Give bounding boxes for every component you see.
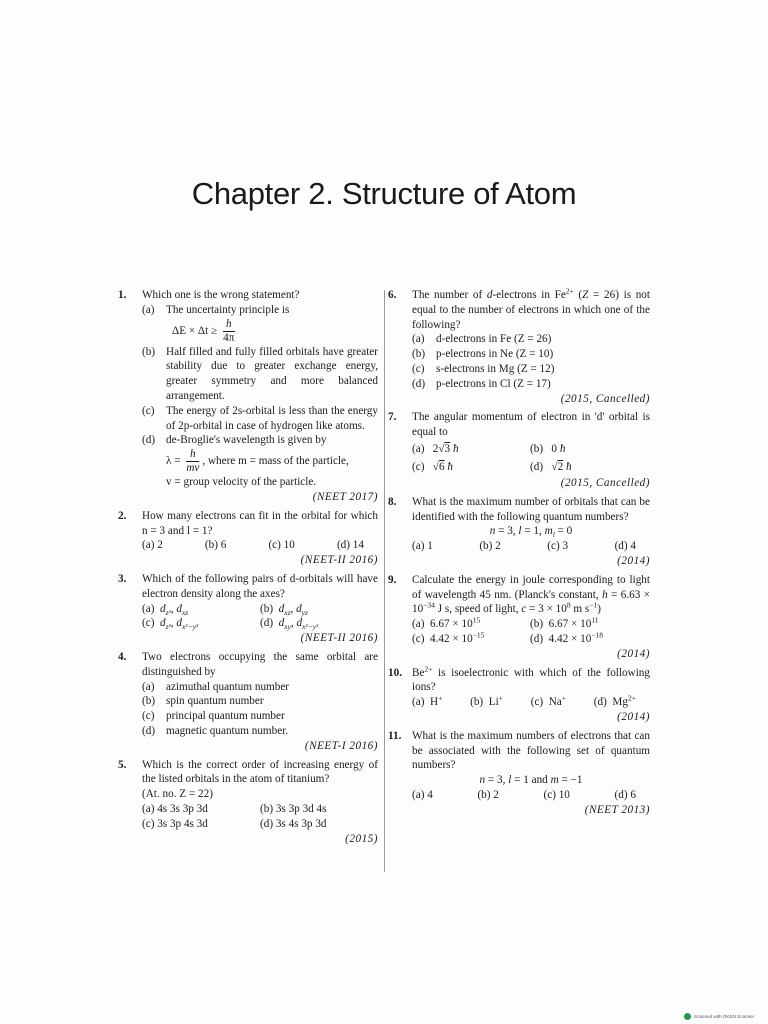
question-5: 5. Which is the correct order of increasing energy of the listed orbitals in the atom of titanium? (At. no. Z = 22) (a) 4s 3s 3p 3d (b) 3s 3p 3d 4s (c) 3s 3p 4s 3d (d) 3s 4s 3p 3d (2015) [118, 758, 378, 845]
question-stem: The number of d-electrons in $Fe^{2+}$ (Z = 26) is not equal to the number of electrons in which one of the following? [412, 286, 651, 331]
question-2: 2. How many electrons can fit in the orbital for which n = 3 and l = 1? (a) 2 (b) 6 (c) 10 (d) 14 (NEET-II 2016) [118, 509, 378, 567]
options-grid: (a) 4s 3s 3p 3d (b) 3s 3p 3d 4s (c) 3s 3p 4s 3d (d) 3s 4s 3p 3d [142, 802, 327, 830]
question-8: 8. What is the maximum number of orbitals that can be identified with the following quantum numbers? n = 3, l = 1, $m_l = 0$ (a) 1 (b) 2 (c) 3 (d) 4 (2014) [388, 495, 650, 567]
question-stem: What is the maximum numbers of electrons that can be associated with the following set of quantum numbers? [412, 729, 650, 772]
option-d: (d) de-Broglie's wavelength is given by λ = $\frac{h}{mv}$ , where m = mass of the particle, v = group velocity of the particle. [142, 433, 378, 490]
question-3: 3. Which of the following pairs of d-orbitals will have electron density along the axes? (a) $d_{z^2}$, $d_{xz}$ (b) $d_{xz}$, $d_{yz}$ (c) $d_{z^2}$, $d_{x^2-y^2}$ (d) $d_{xy}$, $d_{x^2-y^2}$ (NEET-II 2016) [118, 572, 378, 645]
question-stem: Which of the following pairs of d-orbitals will have electron density along the axes? [142, 572, 378, 600]
options-grid: (a) $6.67 \times 10^{15}$ (b) $6.67 \times 10^{11}$ (c) $4.42 \times 10^{-15}$ (d) $4.42 \times 10^{-18}$ [412, 615, 604, 645]
question-11: 11. What is the maximum numbers of electrons that can be associated with the following set of quantum numbers? n = 3, l = 1 and m = −1 (a) 4 (b) 2 (c) 10 (d) 6 (NEET 2013) [388, 729, 650, 816]
options-grid: (a) $d_{z^2}$, $d_{xz}$ (b) $d_{xz}$, $d_{yz}$ (c) $d_{z^2}$, $d_{x^2-y^2}$ (d) $d_{xy}$, $d_{x^2-y^2}$ [142, 602, 319, 632]
options-row: (a) 1 (b) 2 (c) 3 (d) 4 [412, 540, 636, 553]
chapter-title: Chapter 2. Structure of Atom [191, 176, 577, 211]
question-stem: What is the maximum number of orbitals that can be identified with the following quantum numbers? [412, 495, 650, 523]
scanner-watermark: Scanned with OKEN Scanner [684, 1013, 754, 1020]
question-stem: Two electrons occupying the same orbital are distinguished by [142, 650, 378, 678]
options-row: (a) H+ (b) Li+ (c) Na+ (d) $Mg^{2+}$ [412, 693, 636, 709]
question-6: 6. The number of d-electrons in $Fe^{2+}$ (Z = 26) is not equal to the number of electrons in which one of the following? (a) d-electrons in Fe (Z = 26) (b) p-electrons in Ne (Z = 10) (c) s-electrons in Mg (Z = 12) (d) p-electrons in Cl (Z = 17) (2015, Cancelled) [388, 286, 651, 405]
options-row: (a) 4 (b) 2 (c) 10 (d) 6 [412, 788, 636, 801]
options-row: (a) 2 (b) 6 (c) 10 (d) 14 [142, 539, 364, 552]
question-stem: $Be^{2+}$ is isoelectronic with which of the following ions? [412, 663, 650, 694]
question-stem: Which one is the wrong statement? [142, 289, 300, 301]
question-stem: The angular momentum of electron in 'd' orbital is equal to [412, 411, 650, 439]
right-column [388, 288, 650, 822]
question-number: 1. [118, 289, 127, 301]
option-b: (b) Half filled and fully filled orbitals have greater stability due to greater exchange energy, greater symmetry and more balanced arrangement. [142, 345, 378, 402]
question-stem: How many electrons can fit in the orbital for which n = 3 and l = 1? [142, 509, 378, 537]
question-stem: Which is the correct order of increasing energy of the listed orbitals in the atom of titanium? [142, 758, 378, 786]
question-10: 10. $Be^{2+}$ is isoelectronic with which of the following ions? (a) H+ (b) Li+ (c) Na+ (d) $Mg^{2+}$ (2014) [388, 663, 650, 723]
options-grid: (a) 2√3 ħ (b) 0 ħ (c) √6 ħ (d) √2 ħ [412, 442, 572, 473]
debroglie-formula: λ = $\frac{h}{mv}$ , where m = mass of the particle, [166, 448, 349, 475]
left-column [118, 288, 378, 850]
uncertainty-formula: ΔE × Δt ≥ $\frac{h}{4\pi}$ [172, 317, 235, 344]
question-stem: Calculate the energy in joule corresponding to light of wavelength 45 nm. (Planck's constant, $h = 6.63 \times 10^{-34}$ J s, speed of light, $c = 3 \times 10^8$ m $s^{-1}$) [412, 573, 650, 616]
quantum-numbers: n = 3, l = 1, $m_l = 0$ [489, 525, 573, 540]
question-7: 7. The angular momentum of electron in 'd' orbital is equal to (a) 2√3 ħ (b) 0 ħ (c) √6 ħ (d) √2 ħ (2015, Cancelled) [388, 411, 650, 489]
question-4: 4. Two electrons occupying the same orbital are distinguished by (a) azimuthal quantum number (b) spin quantum number (c) principal quantum number (d) magnetic quantum number. (NEET-I 2016) [118, 650, 378, 752]
option-a: (a) The uncertainty principle is ΔE × Δt ≥ $\frac{h}{4\pi}$ [142, 303, 378, 345]
scanner-logo-icon [684, 1013, 691, 1020]
quantum-numbers: n = 3, l = 1 and m = −1 [479, 774, 583, 787]
question-source: (NEET 2017) [312, 490, 378, 503]
column-divider [384, 290, 385, 872]
question-1 [118, 288, 378, 505]
option-c: (c) The energy of 2s-orbital is less than the energy of 2p-orbital in case of hydrogen like atoms. [142, 404, 378, 432]
question-9: 9. Calculate the energy in joule corresponding to light of wavelength 45 nm. (Planck's constant, $h = 6.63 \times 10^{-34}$ J s, speed of light, $c = 3 \times 10^8$ m $s^{-1}$) (a) $6.67 \times 10^{15}$ (b) $6.67 \times 10^{11}$ (c) $4.42 \times 10^{-15}$ (d) $4.42 \times 10^{-18}$ (2014) [388, 573, 650, 660]
